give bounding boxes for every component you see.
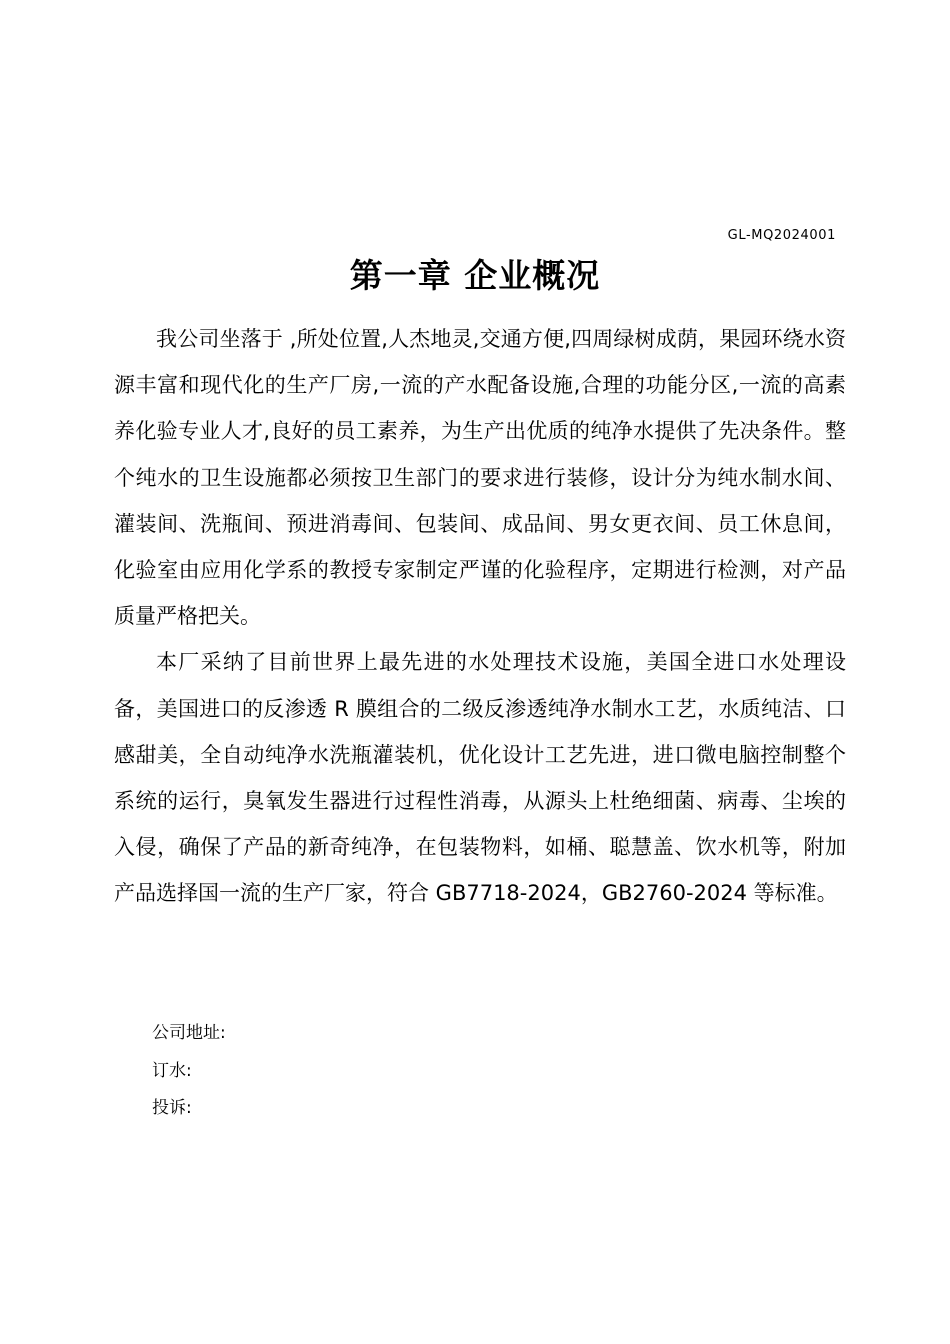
complaint-label: 投诉: — [152, 1098, 192, 1119]
order-water-label: 订水: — [152, 1060, 192, 1081]
document-code: GL-MQ2024001 — [727, 228, 836, 243]
address-label: 公司地址: — [152, 1023, 226, 1043]
contact-info — [152, 1015, 652, 1128]
body-text — [114, 316, 846, 917]
chapter-title: 第一章 企业概况 — [349, 256, 601, 295]
paragraph-technology: 本厂采纳了目前世界上最先进的水处理技术设施，美国全进口水处理设备，美国进口的反渗透 R 膜组合的二级反渗透纯净水制水工艺，水质纯洁、口感甜美，全自动纯净水洗瓶灌装机，优化设计工艺先进，进口微电脑控制整个系统的运行，臭氧发生器进行过程性消毒，从源头上杜绝细菌、病毒、尘埃的入侵，确保了产品的新奇纯净，在包装物料，如桶、聪慧盖、饮水机等，附加产品选择国一流的生产厂家，符合 GB7718-2024，GB2760-2024 等标准。 — [114, 650, 846, 906]
paragraph-company-location: 我公司坐落于 ,所处位置,人杰地灵,交通方便,四周绿树成荫，果园环绕水资源丰富和现代化的生产厂房,一流的产水配备设施,合理的功能分区,一流的高素养化验专业人才,良好的员工素养，为生产出优质的纯净水提供了先决条件。整个纯水的卫生设施都必须按卫生部门的要求进行装修，设计分为纯水制水间、灌装间、洗瓶间、预进消毒间、包装间、成品间、男女更衣间、员工休息间，化验室由应用化学系的教授专家制定严谨的化验程序，定期进行检测，对产品质量严格把关。 — [114, 327, 846, 629]
